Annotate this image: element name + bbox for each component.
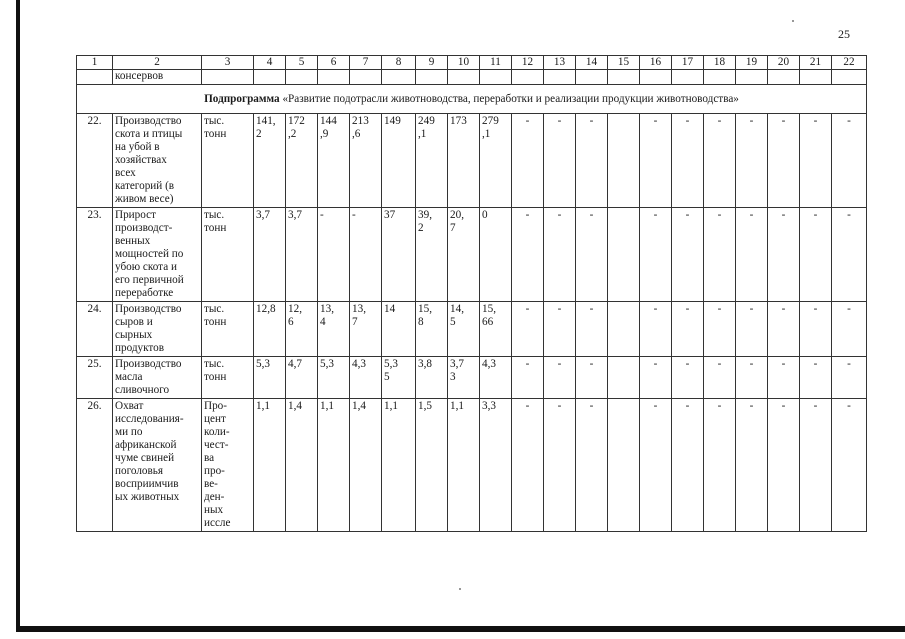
cell-line: 5 <box>450 316 456 328</box>
cell-line: 0 <box>482 209 488 221</box>
dash-cell: - <box>768 302 800 357</box>
column-number: 21 <box>800 56 832 70</box>
dash-cell: - <box>832 399 867 532</box>
cell-line: ден- <box>204 491 225 503</box>
empty-cell <box>800 70 832 85</box>
cell-line: коли- <box>204 426 230 438</box>
cell-line: Производство <box>115 115 182 127</box>
cell-line: 13, <box>320 303 334 315</box>
dash-cell: - <box>672 357 704 399</box>
value-cell <box>416 399 448 532</box>
cell-line: 1,1 <box>320 400 334 412</box>
cell-line: ,1 <box>482 128 491 140</box>
value-cell <box>286 208 318 302</box>
dash-cell: - <box>736 114 768 208</box>
cell-line: на убой в <box>115 141 160 153</box>
cell-line: - <box>320 209 324 221</box>
dash-cell: - <box>800 208 832 302</box>
empty-cell <box>608 70 640 85</box>
column-number: 10 <box>448 56 480 70</box>
dash-cell: - <box>832 114 867 208</box>
cell-line: тыс. <box>204 115 225 127</box>
dash-cell: - <box>768 208 800 302</box>
unit-cell <box>202 302 254 357</box>
cell-line: 4,7 <box>288 358 302 370</box>
cell-line: Производство <box>115 358 182 370</box>
scan-speck <box>459 588 461 590</box>
dash-cell <box>608 208 640 302</box>
dash-cell: - <box>640 114 672 208</box>
cell-line: 4,3 <box>352 358 366 370</box>
cell-line: 12,8 <box>256 303 276 315</box>
cell-line: 144 <box>320 115 337 127</box>
table-row <box>77 114 867 208</box>
cell-line: сырных <box>115 329 153 341</box>
value-cell <box>480 357 512 399</box>
cell-line: восприимчив <box>115 478 179 490</box>
dash-cell: - <box>576 357 608 399</box>
value-cell <box>350 114 382 208</box>
column-number: 8 <box>382 56 416 70</box>
value-cell <box>416 357 448 399</box>
cell-line: 2 <box>256 128 262 140</box>
indicators-table <box>76 55 867 532</box>
dash-cell: - <box>576 208 608 302</box>
column-number: 18 <box>704 56 736 70</box>
value-cell <box>318 208 350 302</box>
cell-line: всех <box>115 167 136 179</box>
cell-line: 14 <box>384 303 396 315</box>
empty-cell <box>704 70 736 85</box>
dash-cell: - <box>512 208 544 302</box>
cell-line: мощностей по <box>115 248 184 260</box>
cell-line: тонн <box>204 128 227 140</box>
row-number: 23. <box>77 208 113 302</box>
indicator-name <box>113 114 202 208</box>
dash-cell: - <box>544 208 576 302</box>
dash-cell <box>608 399 640 532</box>
dash-cell: - <box>640 357 672 399</box>
cell-line: 7 <box>352 316 358 328</box>
dash-cell: - <box>768 114 800 208</box>
empty-cell <box>544 70 576 85</box>
cell-line: 13, <box>352 303 366 315</box>
dash-cell <box>608 302 640 357</box>
value-cell <box>286 357 318 399</box>
table-row <box>77 399 867 532</box>
cell-line: продуктов <box>115 342 165 354</box>
cell-line: тыс. <box>204 209 225 221</box>
value-cell <box>286 114 318 208</box>
dash-cell: - <box>768 399 800 532</box>
cell-line: производст- <box>115 222 173 234</box>
empty-cell <box>318 70 350 85</box>
empty-cell <box>832 70 867 85</box>
indicator-name <box>113 208 202 302</box>
value-cell <box>448 208 480 302</box>
indicator-name <box>113 357 202 399</box>
dash-cell: - <box>800 114 832 208</box>
cell-line: переработке <box>115 287 174 299</box>
value-cell <box>254 114 286 208</box>
empty-cell <box>416 70 448 85</box>
cell-line: иссле <box>204 517 231 529</box>
column-number: 5 <box>286 56 318 70</box>
empty-cell <box>640 70 672 85</box>
value-cell <box>382 357 416 399</box>
cell-line: ных <box>204 504 224 516</box>
value-cell <box>254 302 286 357</box>
cell-line: 3,7 <box>256 209 270 221</box>
column-number: 4 <box>254 56 286 70</box>
cell-line: 4,3 <box>482 358 496 370</box>
cell-line: Охват <box>115 400 144 412</box>
row-number: 22. <box>77 114 113 208</box>
continuation-text: консервов <box>113 70 202 85</box>
cell-line: скота и птицы <box>115 128 183 140</box>
cell-line: 8 <box>418 316 424 328</box>
cell-line: 141, <box>256 115 276 127</box>
value-cell <box>318 399 350 532</box>
dash-cell: - <box>576 114 608 208</box>
cell-line: чест- <box>204 439 229 451</box>
value-cell <box>350 357 382 399</box>
cell-line: ,6 <box>352 128 361 140</box>
cell-line: Производство <box>115 303 182 315</box>
dash-cell: - <box>544 114 576 208</box>
column-number: 7 <box>350 56 382 70</box>
dash-cell: - <box>512 399 544 532</box>
cell-line: 14, <box>450 303 464 315</box>
cell-line: сливочного <box>115 384 170 396</box>
column-number-row <box>77 56 867 70</box>
dash-cell <box>608 357 640 399</box>
value-cell <box>480 114 512 208</box>
cell-line: ва <box>204 452 215 464</box>
dash-cell: - <box>736 399 768 532</box>
scan-speck <box>792 20 794 22</box>
cell-line: 3,8 <box>418 358 432 370</box>
cell-line: ми по <box>115 426 143 438</box>
cell-line: 7 <box>450 222 456 234</box>
cell-line: ,2 <box>288 128 297 140</box>
cell-line: 1,1 <box>384 400 398 412</box>
row-number: 25. <box>77 357 113 399</box>
cell-line: 1,4 <box>288 400 302 412</box>
subprogram-row <box>77 85 867 114</box>
value-cell <box>382 114 416 208</box>
empty-cell <box>672 70 704 85</box>
cell-line: - <box>352 209 356 221</box>
value-cell <box>416 302 448 357</box>
cell-line: сыров и <box>115 316 153 328</box>
cell-line: 15, <box>482 303 496 315</box>
value-cell <box>254 399 286 532</box>
value-cell <box>480 208 512 302</box>
cell-line: исследования- <box>115 413 184 425</box>
dash-cell: - <box>832 208 867 302</box>
value-cell <box>416 114 448 208</box>
cell-line: убою скота и <box>115 261 177 273</box>
cell-line: ых животных <box>115 491 180 503</box>
dash-cell: - <box>704 114 736 208</box>
dash-cell: - <box>576 302 608 357</box>
value-cell <box>382 302 416 357</box>
dash-cell: - <box>704 399 736 532</box>
dash-cell: - <box>544 302 576 357</box>
column-number: 2 <box>113 56 202 70</box>
cell-line: поголовья <box>115 465 164 477</box>
table-row <box>77 302 867 357</box>
column-number: 1 <box>77 56 113 70</box>
column-number: 11 <box>480 56 512 70</box>
value-cell <box>448 302 480 357</box>
value-cell <box>382 208 416 302</box>
value-cell <box>480 399 512 532</box>
cell-line: цент <box>204 413 226 425</box>
dash-cell: - <box>704 208 736 302</box>
dash-cell <box>608 114 640 208</box>
cell-line: тонн <box>204 222 227 234</box>
dash-cell: - <box>800 399 832 532</box>
cell-line: тонн <box>204 316 227 328</box>
dash-cell: - <box>544 399 576 532</box>
row-number: 26. <box>77 399 113 532</box>
indicator-name <box>113 302 202 357</box>
column-number: 16 <box>640 56 672 70</box>
column-number: 9 <box>416 56 448 70</box>
cell-line: 6 <box>288 316 294 328</box>
cell-line: 5,3 <box>256 358 270 370</box>
cell-line: живом весе) <box>115 193 174 205</box>
empty-cell <box>382 70 416 85</box>
cell-line: масла <box>115 371 143 383</box>
cell-line: его первичной <box>115 274 184 286</box>
column-number: 22 <box>832 56 867 70</box>
value-cell <box>318 114 350 208</box>
cell-line: 15, <box>418 303 432 315</box>
value-cell <box>480 302 512 357</box>
dash-cell: - <box>672 302 704 357</box>
cell-line: про- <box>204 465 225 477</box>
value-cell <box>448 399 480 532</box>
cell-line: 5 <box>384 371 390 383</box>
unit-cell <box>202 208 254 302</box>
cell-line: 3,3 <box>482 400 496 412</box>
cell-line: ,1 <box>418 128 427 140</box>
column-number: 12 <box>512 56 544 70</box>
cell-line: 1,5 <box>418 400 432 412</box>
cell-line: 2 <box>418 222 424 234</box>
scan-bottom-edge <box>16 626 905 632</box>
dash-cell: - <box>736 357 768 399</box>
indicator-name <box>113 399 202 532</box>
cell-line: тонн <box>204 371 227 383</box>
cell-line: 20, <box>450 209 464 221</box>
dash-cell: - <box>544 357 576 399</box>
table-row <box>77 208 867 302</box>
empty-cell <box>202 70 254 85</box>
cell-line: 5,3 <box>384 358 398 370</box>
cell-line: 249 <box>418 115 435 127</box>
cell-line: чуме свиней <box>115 452 175 464</box>
value-cell <box>350 399 382 532</box>
empty-cell <box>512 70 544 85</box>
cell-line: ве- <box>204 478 218 490</box>
cell-line: 172 <box>288 115 305 127</box>
cell-line: 1,4 <box>352 400 366 412</box>
value-cell <box>416 208 448 302</box>
column-number: 17 <box>672 56 704 70</box>
cell-line: 4 <box>320 316 326 328</box>
cell-line: 3,7 <box>450 358 464 370</box>
cell-line: 66 <box>482 316 494 328</box>
dash-cell: - <box>832 302 867 357</box>
cell-line: категорий (в <box>115 180 175 192</box>
empty-cell <box>286 70 318 85</box>
empty-cell <box>254 70 286 85</box>
value-cell <box>350 302 382 357</box>
cell-line: ,9 <box>320 128 329 140</box>
column-number: 19 <box>736 56 768 70</box>
column-number: 3 <box>202 56 254 70</box>
cell-line: 173 <box>450 115 467 127</box>
dash-cell: - <box>640 302 672 357</box>
cell-line: 12, <box>288 303 302 315</box>
row-number: 24. <box>77 302 113 357</box>
cell-line: 1,1 <box>450 400 464 412</box>
dash-cell: - <box>640 399 672 532</box>
empty-cell <box>480 70 512 85</box>
subprogram-label: Подпрограмма <box>204 92 280 105</box>
continuation-row <box>77 70 867 85</box>
dash-cell: - <box>672 114 704 208</box>
column-number: 20 <box>768 56 800 70</box>
dash-cell: - <box>800 302 832 357</box>
cell-line: тыс. <box>204 358 225 370</box>
cell-line: 37 <box>384 209 396 221</box>
dash-cell: - <box>736 208 768 302</box>
cell-line: 3,7 <box>288 209 302 221</box>
empty-cell <box>77 70 113 85</box>
dash-cell: - <box>576 399 608 532</box>
subprogram-title <box>77 85 867 114</box>
dash-cell: - <box>768 357 800 399</box>
dash-cell: - <box>704 357 736 399</box>
dash-cell: - <box>736 302 768 357</box>
dash-cell: - <box>672 399 704 532</box>
cell-line: 5,3 <box>320 358 334 370</box>
table-row <box>77 357 867 399</box>
value-cell <box>318 302 350 357</box>
dash-cell: - <box>672 208 704 302</box>
cell-line: Прирост <box>115 209 156 221</box>
value-cell <box>448 357 480 399</box>
cell-line: 1,1 <box>256 400 270 412</box>
cell-line: хозяйствах <box>115 154 167 166</box>
cell-line: 39, <box>418 209 432 221</box>
cell-line: 149 <box>384 115 401 127</box>
empty-cell <box>736 70 768 85</box>
cell-line: 213 <box>352 115 369 127</box>
empty-cell <box>768 70 800 85</box>
dash-cell: - <box>640 208 672 302</box>
cell-line: тыс. <box>204 303 225 315</box>
cell-line: 3 <box>450 371 456 383</box>
column-number: 15 <box>608 56 640 70</box>
dash-cell: - <box>832 357 867 399</box>
value-cell <box>448 114 480 208</box>
unit-cell <box>202 399 254 532</box>
column-number: 14 <box>576 56 608 70</box>
dash-cell: - <box>512 357 544 399</box>
column-number: 6 <box>318 56 350 70</box>
dash-cell: - <box>800 357 832 399</box>
value-cell <box>382 399 416 532</box>
value-cell <box>350 208 382 302</box>
cell-line: Про- <box>204 400 227 412</box>
column-number: 13 <box>544 56 576 70</box>
empty-cell <box>576 70 608 85</box>
cell-line: 279 <box>482 115 499 127</box>
dash-cell: - <box>512 114 544 208</box>
cell-line: венных <box>115 235 151 247</box>
unit-cell <box>202 357 254 399</box>
empty-cell <box>350 70 382 85</box>
value-cell <box>318 357 350 399</box>
scan-left-edge <box>16 0 20 630</box>
value-cell <box>286 302 318 357</box>
page-number: 25 <box>838 27 850 41</box>
empty-cell <box>448 70 480 85</box>
value-cell <box>254 208 286 302</box>
dash-cell: - <box>512 302 544 357</box>
dash-cell: - <box>704 302 736 357</box>
value-cell <box>286 399 318 532</box>
cell-line: африканской <box>115 439 177 451</box>
subprogram-name: «Развитие подотрасли животноводства, переработки и реализации продукции животноводства» <box>279 92 739 105</box>
value-cell <box>254 357 286 399</box>
unit-cell <box>202 114 254 208</box>
